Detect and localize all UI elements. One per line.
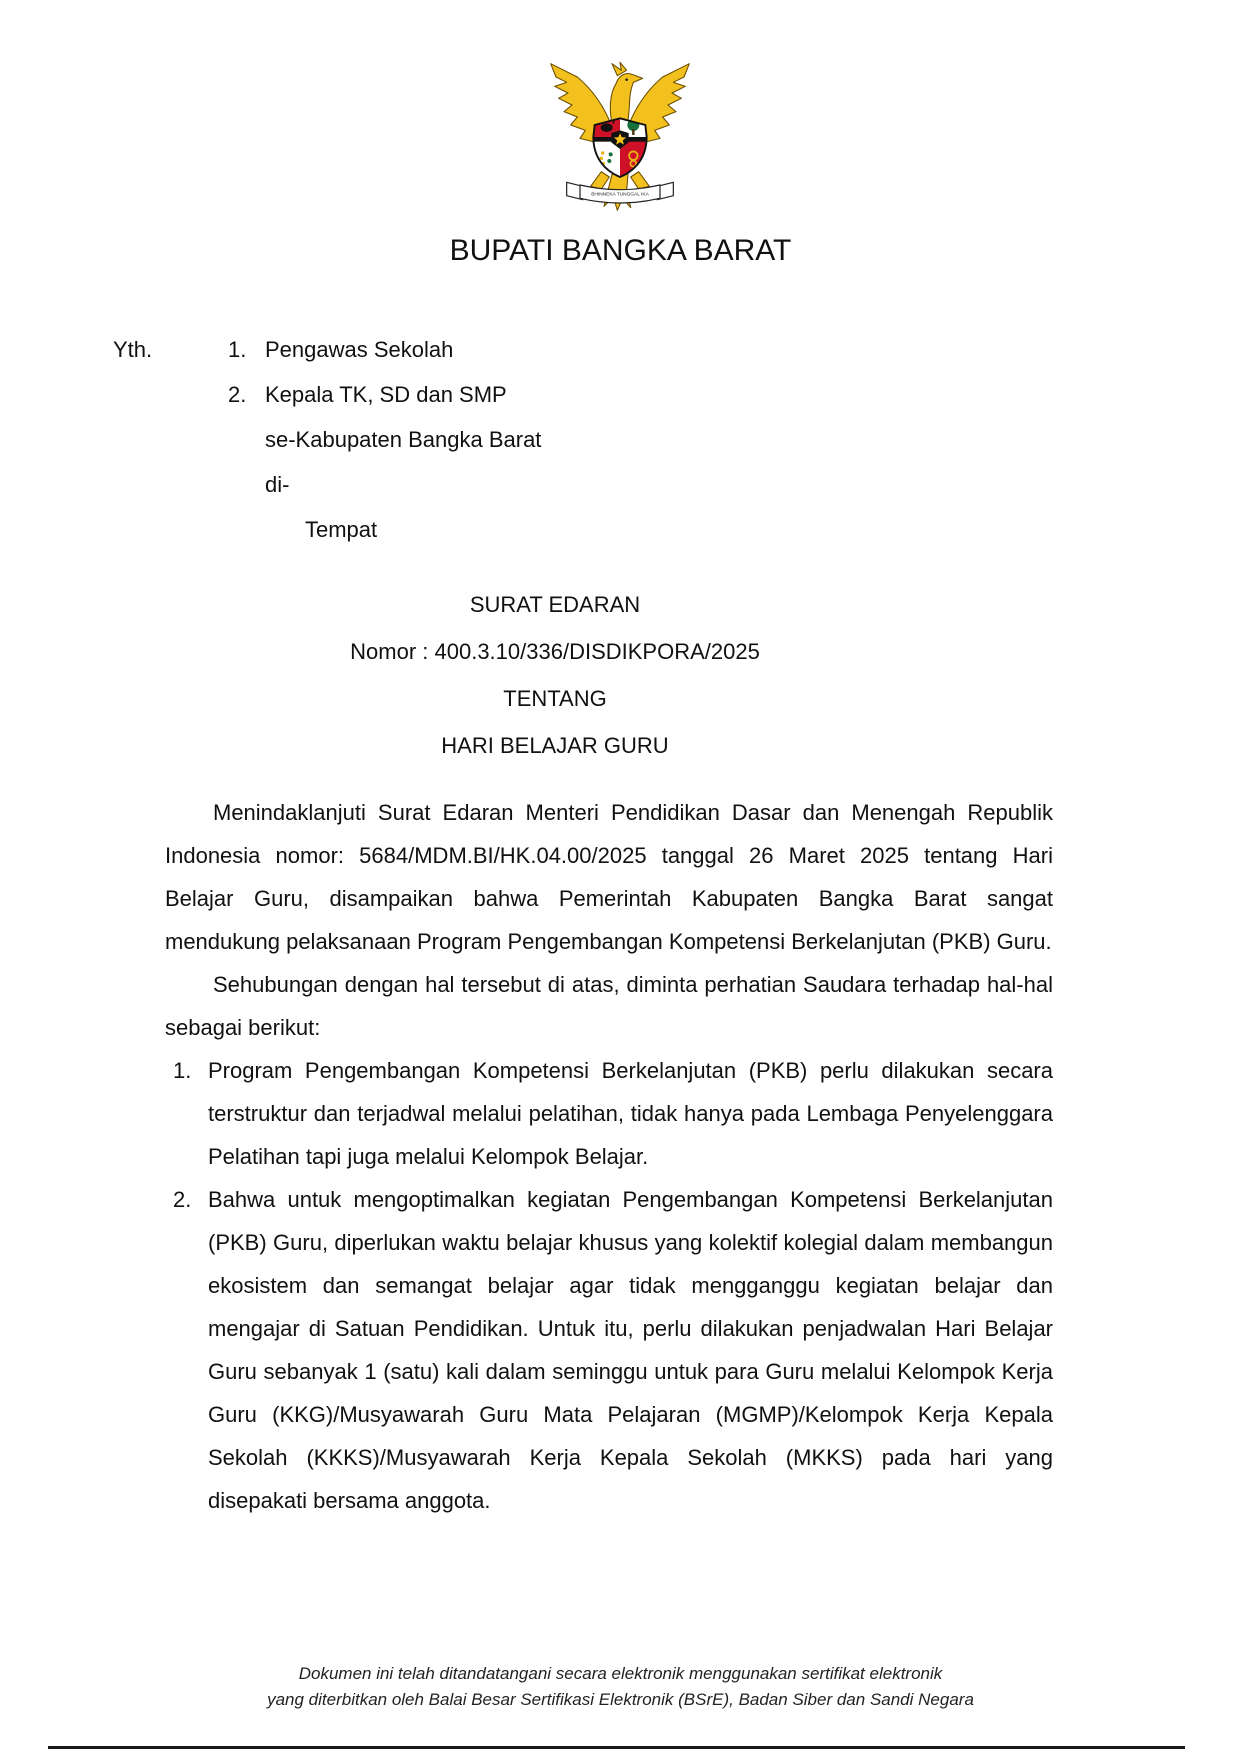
body-numbered-list (165, 1049, 1053, 1522)
electronic-signature-note (0, 1661, 1241, 1713)
addressee-place: Tempat (305, 517, 378, 542)
addressee-row-scope (0, 417, 900, 462)
addressee-block (0, 327, 900, 552)
signature-note-line-2: yang diterbitkan oleh Balai Besar Sertifikasi Elektronik (BSrE), Badan Siber dan Sandi Negara (267, 1690, 974, 1709)
list-item-1 (165, 1049, 1053, 1178)
addressee-row-2 (0, 372, 900, 417)
addressee-preposition: di- (265, 472, 290, 497)
list-item-number: 2. (173, 1187, 192, 1212)
document-subject: HARI BELAJAR GURU (441, 733, 669, 758)
list-item-2 (165, 1178, 1053, 1522)
letter-body (165, 791, 1053, 1522)
document-number: Nomor : 400.3.10/336/DISDIKPORA/2025 (350, 639, 760, 664)
addressee-item-text: Kepala TK, SD dan SMP (265, 382, 507, 407)
list-item-text: Program Pengembangan Kompetensi Berkelanjutan (PKB) perlu dilakukan secara terstruktur dan terjadwal melalui pelatihan, tidak hanya pada Lembaga Penyelenggara Pelatihan tapi juga melalui Kelompok Belajar. (208, 1058, 1053, 1169)
document-title-block (0, 581, 1110, 769)
list-item-number: 1. (173, 1058, 192, 1083)
addressee-row-preposition (0, 462, 900, 507)
footer-divider-line (48, 1746, 1185, 1749)
emblem-ribbon-text: BHINNEKA TUNGGAL IKA (591, 192, 649, 198)
garuda-pancasila-icon (540, 56, 700, 218)
body-paragraph-2: Sehubungan dengan hal tersebut di atas, diminta perhatian Saudara terhadap hal-hal sebagai berikut: (165, 972, 1053, 1040)
letterhead-office-name: BUPATI BANGKA BARAT (449, 234, 792, 267)
addressee-item-number: 1. (228, 337, 247, 362)
addressee-scope: se-Kabupaten Bangka Barat (265, 427, 542, 452)
addressee-salutation: Yth. (113, 337, 153, 362)
addressee-item-text: Pengawas Sekolah (265, 337, 454, 362)
document-type: SURAT EDARAN (469, 592, 641, 617)
addressee-item-number: 2. (228, 382, 247, 407)
signature-note-line-1: Dokumen ini telah ditandatangani secara elektronik menggunakan sertifikat elektronik (298, 1664, 943, 1683)
addressee-row-1 (0, 327, 900, 372)
addressee-row-place (0, 507, 900, 552)
list-item-text: Bahwa untuk mengoptimalkan kegiatan Pengembangan Kompetensi Berkelanjutan (PKB) Guru, diperlukan waktu belajar khusus yang kolektif kolegial dalam membangun ekosistem dan semangat belajar agar tidak mengganggu kegiatan belajar dan mengajar di Satuan Pendidikan. Untuk itu, perlu dilakukan penjadwalan Hari Belajar Guru sebanyak 1 (satu) kali dalam seminggu untuk para Guru melalui Kelompok Kerja Guru (KKG)/Musyawarah Guru Mata Pelajaran (MGMP)/Kelompok Kerja Kepala Sekolah (KKKS)/Musyawarah Kerja Kepala Sekolah (MKKS) pada hari yang disepakati bersama anggota. (208, 1187, 1053, 1513)
body-paragraph-1: Menindaklanjuti Surat Edaran Menteri Pendidikan Dasar dan Menengah Republik Indonesia nomor: 5684/MDM.BI/HK.04.00/2025 tanggal 26 Maret 2025 tentang Hari Belajar Guru, disampaikan bahwa Pemerintah Kabupaten Bangka Barat sangat mendukung pelaksanaan Program Pengembangan Kompetensi Berkelanjutan (PKB) Guru. (165, 800, 1053, 954)
garuda-pancasila-emblem (540, 56, 700, 218)
document-about-label: TENTANG (503, 686, 607, 711)
